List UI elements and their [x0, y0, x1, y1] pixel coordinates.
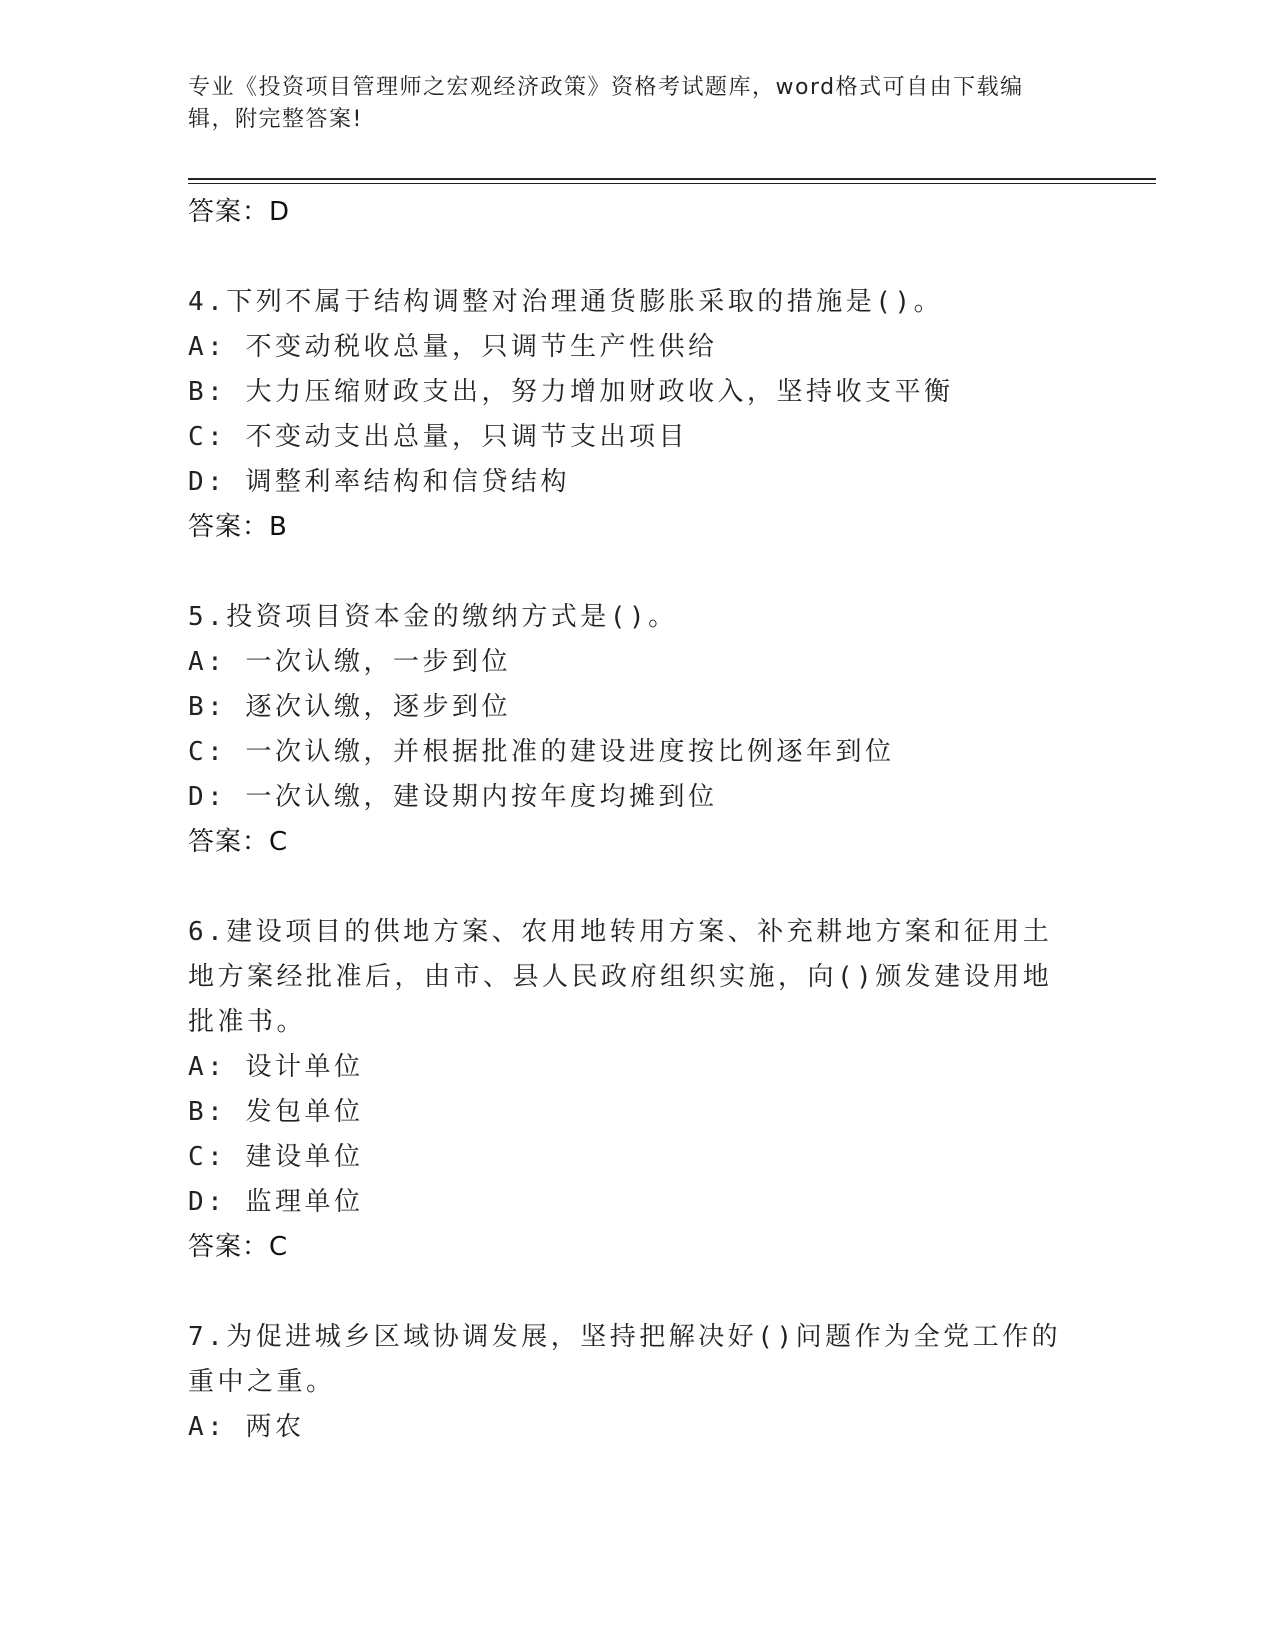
- answer-line: 答案：D: [188, 197, 291, 227]
- question-item: [188, 910, 1068, 1269]
- answer-line: 答案：B: [188, 512, 288, 542]
- option-b: B: 逐次认缴，逐步到位: [188, 692, 511, 722]
- question-list: [188, 190, 1068, 1450]
- answer-line: 答案：C: [188, 827, 289, 857]
- option-d: D: 一次认缴，建设期内按年度均摊到位: [188, 782, 718, 812]
- option-d: D: 监理单位: [188, 1187, 364, 1217]
- option-d: D: 调整利率结构和信贷结构: [188, 467, 570, 497]
- option-c: C: 不变动支出总量，只调节支出项目: [188, 422, 688, 452]
- question-text: 7.为促进城乡区域协调发展，坚持把解决好()问题作为全党工作的重中之重。: [188, 1322, 1062, 1397]
- question-item: [188, 1315, 1068, 1450]
- answer-line: 答案：C: [188, 1232, 289, 1262]
- option-a: A: 一次认缴，一步到位: [188, 647, 511, 677]
- option-b: B: 发包单位: [188, 1097, 364, 1127]
- document-header: 专业《投资项目管理师之宏观经济政策》资格考试题库，word格式可自由下载编辑，附完整答案!: [188, 75, 1024, 132]
- question-text: 5.投资项目资本金的缴纳方式是()。: [188, 602, 678, 632]
- option-c: C: 一次认缴，并根据批准的建设进度按比例逐年到位: [188, 737, 895, 767]
- option-a: A: 设计单位: [188, 1052, 364, 1082]
- question-item: [188, 595, 1068, 864]
- option-c: C: 建设单位: [188, 1142, 364, 1172]
- option-b: B: 大力压缩财政支出，努力增加财政收入，坚持收支平衡: [188, 377, 954, 407]
- question-text: 6.建设项目的供地方案、农用地转用方案、补充耕地方案和征用土地方案经批准后，由市、县人民政府组织实施，向()颁发建设用地批准书。: [188, 917, 1053, 1037]
- option-a: A: 两农: [188, 1412, 305, 1442]
- header-divider-thin: [188, 183, 1156, 184]
- option-a: A: 不变动税收总量，只调节生产性供给: [188, 332, 718, 362]
- question-text: 4.下列不属于结构调整对治理通货膨胀采取的措施是()。: [188, 287, 944, 317]
- question-item: [188, 280, 1068, 549]
- header-divider-thick: [188, 178, 1156, 180]
